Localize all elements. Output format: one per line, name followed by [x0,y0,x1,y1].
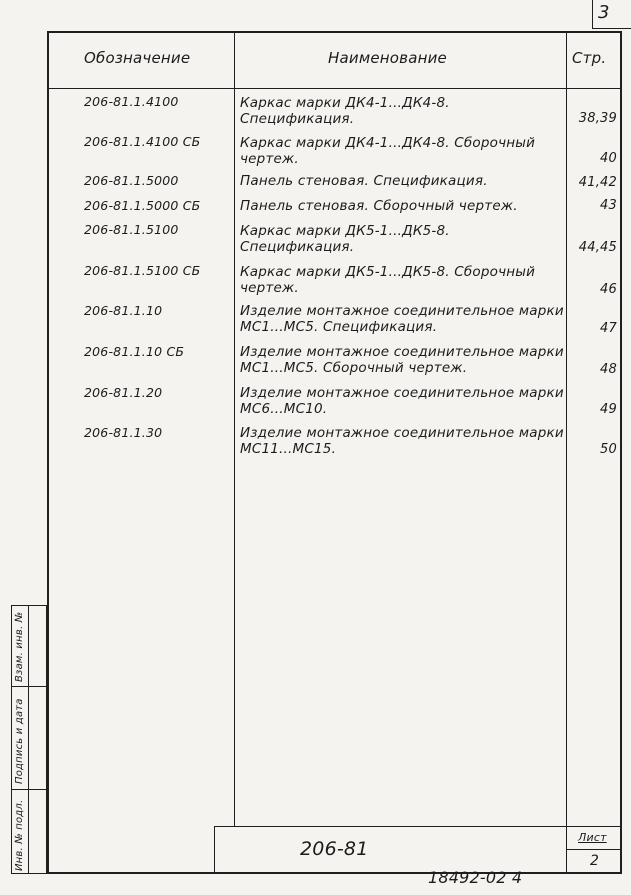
row-page: 44,45 [578,240,617,255]
row-code: 206-81.1.10 СБ [84,344,185,359]
row-name: Каркас марки ДК4-1...ДК4-8. Сборочный чертеж. [240,135,536,167]
header-divider [47,88,622,89]
row-code: 206-81.1.5000 СБ [84,198,201,213]
row-name: Каркас марки ДК5-1...ДК5-8. Сборочный чертеж. [240,264,536,296]
row-page: 46 [600,282,617,297]
stamp-replaces-inv: Взам. инв. № [14,611,25,682]
row-page: 41,42 [578,175,617,190]
row-name: Изделие монтажное соединительное марки МС6...МС10. [240,385,564,417]
row-code: 206-81.1.4100 [84,94,179,109]
row-name: Каркас марки ДК4-1...ДК4-8. Спецификация. [240,95,450,127]
row-page: 49 [600,402,617,417]
row-name: Панель стеновая. Сборочный чертеж. [240,198,518,214]
title-block-top-line [214,826,622,827]
stamp-inv-original: Инв. № подл. [14,799,25,871]
column-divider-1 [234,31,235,826]
row-page: 43 [600,198,617,213]
side-stamp [11,605,47,874]
title-block-sheet-line [566,849,622,850]
doc-code: 206-81 [300,838,369,860]
row-code: 206-81.1.5100 СБ [84,263,201,278]
page-number: 3 [598,2,610,23]
row-code: 206-81.1.30 [84,425,163,440]
row-name: Изделие монтажное соединительное марки МС11...МС15. [240,425,564,457]
row-page: 47 [600,321,617,336]
sheet-label: Лист [578,831,607,844]
row-name: Каркас марки ДК5-1...ДК5-8. Спецификация. [240,223,450,255]
row-code: 206-81.1.10 [84,303,163,318]
row-page: 38,39 [578,111,617,126]
row-code: 206-81.1.4100 СБ [84,134,201,149]
header-name: Наименование [328,49,447,67]
row-code: 206-81.1.20 [84,385,163,400]
archive-number: 18492-02 4 [428,868,523,887]
row-name: Панель стеновая. Спецификация. [240,173,488,189]
row-page: 40 [600,151,617,166]
row-page: 48 [600,362,617,377]
row-page: 50 [600,442,617,457]
header-page: Стр. [572,49,607,67]
sheet-number: 2 [590,853,600,869]
header-designation: Обозначение [84,49,191,67]
row-name: Изделие монтажное соединительное марки МС1...МС5. Сборочный чертеж. [240,344,564,376]
title-block-left-line [214,826,215,874]
row-code: 206-81.1.5100 [84,222,179,237]
row-code: 206-81.1.5000 [84,173,179,188]
row-name: Изделие монтажное соединительное марки МС1...МС5. Спецификация. [240,303,564,335]
stamp-sign-date: Подпись и дата [14,698,25,784]
